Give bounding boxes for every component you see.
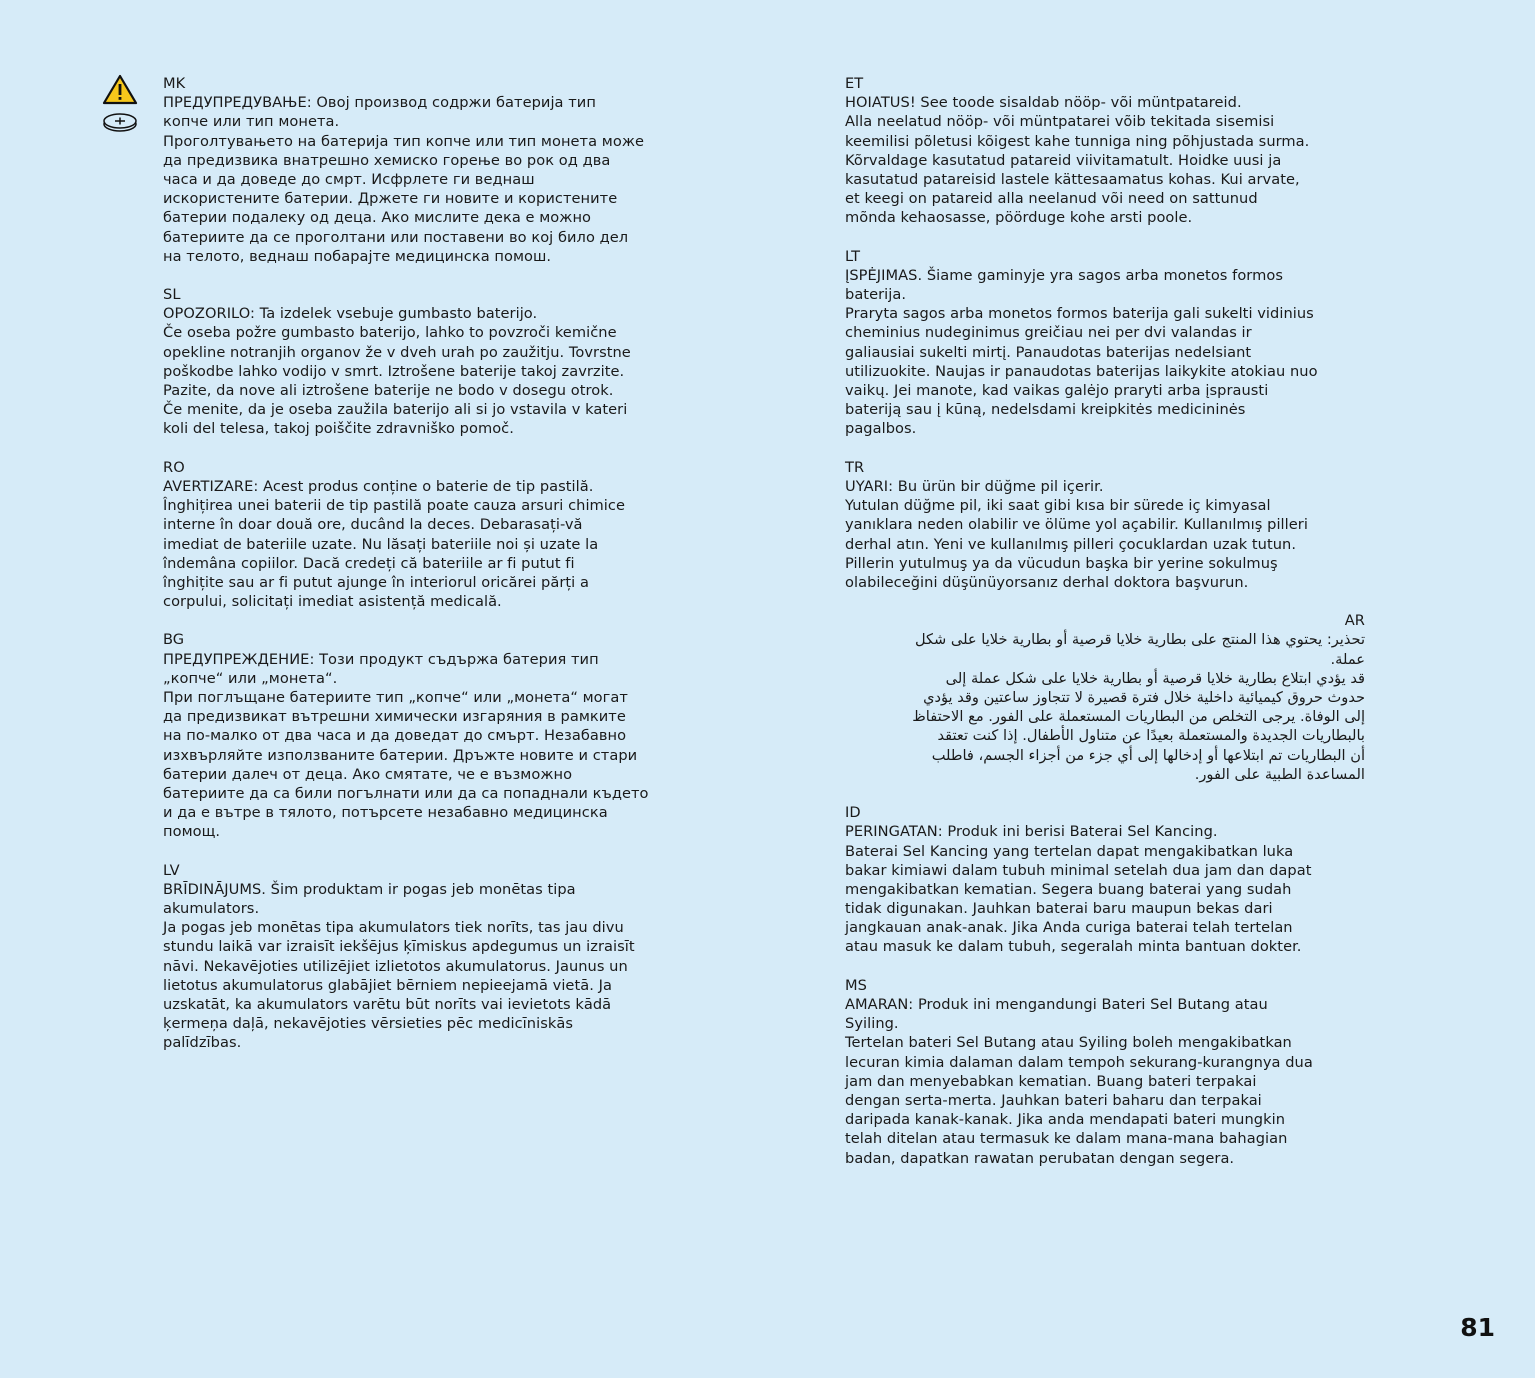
warning-block-ar xyxy=(845,611,1365,784)
warning-text-line: Kõrvaldage kasutatud patareid viivitamatult. Hoidke uusi ja xyxy=(845,151,1282,169)
warning-text-line: bakar kimiawi dalam tubuh minimal setelah dua jam dan dapat xyxy=(845,861,1312,879)
warning-text-line: копче или тип монета. xyxy=(163,113,340,131)
warning-text-line: Yutulan düğme pil, iki saat gibi kısa bir sürede iç kimyasal xyxy=(845,497,1271,515)
warning-text-line: galiausiai sukelti mirtį. Panaudotas baterijas nedelsiant xyxy=(845,343,1252,361)
warning-text-line: Syiling. xyxy=(845,1015,899,1033)
language-code: AR xyxy=(1344,612,1365,630)
language-code: MS xyxy=(845,976,867,994)
warning-text-line: îndemâna copiilor. Dacă credeți că bateriile ar fi putut fi xyxy=(163,554,575,572)
warning-block-ms xyxy=(845,976,1365,1168)
warning-text-line: и да е вътре в тялото, потърсете незабавно медицинска xyxy=(163,804,608,822)
warning-text-line: BRĪDINĀJUMS. Šim produktam ir pogas jeb monētas tipa xyxy=(163,880,576,898)
warning-text-line: ПРЕДУПРЕЖДЕНИЕ: Този продукт съдържа батерия тип xyxy=(163,650,599,668)
language-code: BG xyxy=(163,631,185,649)
warning-text-line: atau masuk ke dalam tubuh, segeralah minta bantuan dokter. xyxy=(845,938,1302,956)
warning-text-line: yanıklara neden olabilir ve ölüme yol açabilir. Kullanılmış pilleri xyxy=(845,516,1308,534)
warning-text-line: AVERTIZARE: Acest produs conține o baterie de tip pastilă. xyxy=(163,477,594,495)
language-code: MK xyxy=(163,75,186,92)
warning-text-line: utilizuokite. Naujas ir panaudotas baterijas laikykite atokiau nuo xyxy=(845,362,1318,380)
warning-text-line: UYARI: Bu ürün bir düğme pil içerir. xyxy=(845,477,1104,495)
warning-text-line: jangkauan anak-anak. Jika Anda curiga baterai telah tertelan xyxy=(845,919,1293,937)
language-code: ET xyxy=(845,75,864,92)
warning-text-line: mengakibatkan kematian. Segera buang baterai yang sudah xyxy=(845,880,1292,898)
warning-text-line: батериите да са били погълнати или да са попаднали където xyxy=(163,784,649,802)
warning-text-line: بالبطاريات الجديدة والمستعملة بعيدًا عن متناول الأطفال. إذا كنت تعتقد xyxy=(937,727,1365,745)
warning-text-line: المساعدة الطبية على الفور. xyxy=(1194,765,1365,783)
warning-text-line: عملة. xyxy=(1330,650,1365,668)
warning-text-line: Проголтувањето на батерија тип копче или тип монета може xyxy=(163,132,645,150)
warning-text-line: ПРЕДУПРЕДУВАЊЕ: Овој производ содржи батерија тип xyxy=(163,94,596,112)
warning-text-line: lecuran kimia dalaman dalam tempoh sekurang-kurangnya dua xyxy=(845,1053,1313,1071)
warning-icons xyxy=(102,74,138,133)
warning-text-line: telah ditelan atau termasuk ke dalam mana-mana bahagian xyxy=(845,1130,1288,1148)
warning-text-line: искористените батерии. Држете ги новите и користените xyxy=(163,190,618,208)
warning-text-line: olabileceğini düşünüyorsanız derhal doktora başvurun. xyxy=(845,573,1249,591)
warning-text-line: bateriją sau į kūną, nedelsdami kreipkitės medicininės xyxy=(845,401,1246,419)
warning-text-line: Alla neelatud nööp- või müntpatarei võib tekitada sisemisi xyxy=(845,113,1275,131)
language-code: LT xyxy=(845,247,861,265)
coin-battery-icon xyxy=(102,111,138,133)
warning-text-line: baterija. xyxy=(845,286,907,304)
right-column xyxy=(845,74,1365,1187)
warning-text-line: jam dan menyebabkan kematian. Buang bateri terpakai xyxy=(845,1072,1257,1090)
warning-text-line: إلى الوفاة. يرجى التخلص من البطاريات المستعملة على الفور. مع الاحتفاظ xyxy=(912,708,1365,726)
warning-block-sl xyxy=(163,285,691,439)
warning-text-line: При поглъщане батериите тип „копче“ или „монета“ могат xyxy=(163,689,628,706)
warning-text-line: keemilisi põletusi kõigest kahe tunniga ning põhjustada surma. xyxy=(845,132,1310,150)
warning-text-line: imediat de bateriile uzate. Nu lăsați bateriile noi și uzate la xyxy=(163,535,599,553)
warning-text-line: на телото, веднаш побарајте медицинска помош. xyxy=(163,247,552,265)
warning-text-line: Tertelan bateri Sel Butang atau Syiling boleh mengakibatkan xyxy=(845,1034,1292,1052)
warning-text-line: stundu laikā var izraisīt iekšējus ķīmiskus apdegumus un izraisīt xyxy=(163,938,635,956)
warning-text-line: HOIATUS! See toode sisaldab nööp- või müntpatareid. xyxy=(845,94,1242,112)
warning-text-line: et keegi on patareid alla neelanud või need on sattunud xyxy=(845,190,1258,208)
warning-text-line: помощ. xyxy=(163,823,221,841)
language-code: ID xyxy=(845,804,861,822)
warning-triangle-icon xyxy=(102,74,138,106)
warning-text-line: батерии подалеку од деца. Ако мислите дека е можно xyxy=(163,209,592,227)
warning-text-line: corpului, solicitați imediat asistență medicală. xyxy=(163,593,502,611)
warning-block-mk xyxy=(163,74,691,266)
warning-text-line: pagalbos. xyxy=(845,420,917,438)
warning-text-line: poškodbe lahko vodijo v smrt. Iztrošene baterije takoj zavrzite. xyxy=(163,362,625,380)
language-code: LV xyxy=(163,861,180,879)
language-code: TR xyxy=(845,458,865,476)
warning-text-line: cheminius nudeginimus greičiau nei per dvi valandas ir xyxy=(845,324,1252,342)
warning-text-line: „копче“ или „монета“. xyxy=(163,669,338,687)
warning-text-line: palīdzības. xyxy=(163,1034,242,1052)
warning-text-line: Pazite, da nove ali iztrošene baterije ne bodo v dosegu otrok. xyxy=(163,382,614,399)
warning-text-line: Če menite, da je oseba zaužila baterijo ali si jo vstavila v kateri xyxy=(163,401,628,419)
warning-text-line: înghițite sau ar fi putut ajunge în interiorul oricărei părți a xyxy=(163,573,589,591)
warning-block-ro xyxy=(163,458,691,612)
warning-text-line: derhal atın. Yeni ve kullanılmış pilleri çocuklardan uzak tutun. xyxy=(845,535,1297,553)
warning-text-line: حدوث حروق كيميائية داخلية خلال فترة قصيرة لا تتجاوز ساعتين وقد يؤدي xyxy=(923,689,1365,706)
warning-text-line: ĮSPĖJIMAS. Šiame gaminyje yra sagos arba monetos formos xyxy=(845,266,1284,284)
page-number: 81 xyxy=(1460,1313,1495,1342)
warning-text-line: akumulators. xyxy=(163,900,260,918)
warning-text-line: да предизвикат вътрешни химически изгаряния в рамките xyxy=(163,708,626,726)
warning-text-line: батериите да се проголтани или поставени во кој било дел xyxy=(163,228,629,246)
warning-text-line: tidak digunakan. Jauhkan baterai baru maupun bekas dari xyxy=(845,900,1273,918)
warning-block-lv xyxy=(163,861,691,1053)
warning-text-line: PERINGATAN: Produk ini berisi Baterai Sel Kancing. xyxy=(845,823,1218,841)
warning-text-line: uzskatāt, ka akumulators varētu būt norīts vai ievietots kādā xyxy=(163,996,612,1013)
warning-text-line: lietotus akumulatorus glabājiet bērniem nepieejamā vietā. Ja xyxy=(163,976,612,994)
warning-text-line: AMARAN: Produk ini mengandungi Bateri Sel Butang atau xyxy=(845,996,1268,1013)
warning-text-line: Baterai Sel Kancing yang tertelan dapat mengakibatkan luka xyxy=(845,842,1294,860)
warning-text-line: interne în doar două ore, ducând la deces. Debarasați-vă xyxy=(163,516,583,534)
warning-text-line: Înghițirea unei baterii de tip pastilă poate cauza arsuri chimice xyxy=(163,497,626,515)
warning-text-line: часа и да доведе до смрт. Исфрлете ги веднаш xyxy=(163,170,535,188)
warning-text-line: dengan serta-merta. Jauhkan bateri baharu dan terpakai xyxy=(845,1091,1262,1109)
language-code: RO xyxy=(163,458,185,476)
warning-text-line: Če oseba požre gumbasto baterijo, lahko to povzroči kemične xyxy=(163,324,617,342)
warning-text-line: koli del telesa, takoj poiščite zdravniško pomoč. xyxy=(163,420,514,438)
warning-text-line: daripada kanak-kanak. Jika anda mendapati bateri mungkin xyxy=(845,1111,1285,1129)
warning-text-line: تحذير: يحتوي هذا المنتج على بطارية خلايا قرصية أو بطارية خلايا على شكل xyxy=(914,631,1365,649)
warning-block-lt xyxy=(845,247,1365,439)
warning-text-line: ķermeņa daļā, nekavējoties vērsieties pēc medicīniskās xyxy=(163,1015,573,1033)
warning-text-line: батерии далеч от деца. Ако смятате, че е възможно xyxy=(163,765,573,783)
warning-text-line: OPOZORILO: Ta izdelek vsebuje gumbasto baterijo. xyxy=(163,305,538,323)
left-column xyxy=(163,74,691,1072)
warning-text-line: Pillerin yutulmuş ya da vücudun başka bir yerine sokulmuş xyxy=(845,554,1278,572)
warning-text-line: kasutatud patareisid lastele kättesaamatus kohas. Kui arvate, xyxy=(845,170,1300,188)
warning-text-line: изхвърляйте използваните батерии. Дръжте новите и стари xyxy=(163,746,638,764)
language-code: SL xyxy=(163,286,181,304)
warning-block-id xyxy=(845,803,1365,957)
warning-block-et xyxy=(845,74,1365,228)
warning-block-tr xyxy=(845,458,1365,592)
warning-text-line: opekline notranjih organov že v dveh urah po zaužitju. Tovrstne xyxy=(163,343,631,361)
warning-text-line: nāvi. Nekavējoties utilizējiet izlietotos akumulatorus. Jaunus un xyxy=(163,957,628,975)
warning-text-line: Praryta sagos arba monetos formos baterija gali sukelti vidinius xyxy=(845,305,1314,323)
warning-text-line: mõnda kehaosasse, pöörduge kohe arsti poole. xyxy=(845,209,1193,227)
warning-text-line: да предизвика внатрешно хемиско горење во рок од два xyxy=(163,151,611,169)
warning-block-bg xyxy=(163,630,691,841)
warning-text-line: на по-малко от два часа и да доведат до смърт. Незабавно xyxy=(163,727,627,745)
warning-text-line: أن البطاريات تم ابتلاعها أو إدخالها إلى أي جزء من أجزاء الجسم، فاطلب xyxy=(931,746,1365,764)
warning-text-line: قد يؤدي ابتلاع بطارية خلايا قرصية أو بطارية خلايا على شكل عملة إلى xyxy=(945,669,1365,687)
warning-text-line: Ja pogas jeb monētas tipa akumulators tiek norīts, tas jau divu xyxy=(163,919,624,937)
warning-text-line: badan, dapatkan rawatan perubatan dengan segera. xyxy=(845,1149,1235,1167)
warning-text-line: vaikų. Jei manote, kad vaikas galėjo praryti arba įsprausti xyxy=(845,382,1269,399)
